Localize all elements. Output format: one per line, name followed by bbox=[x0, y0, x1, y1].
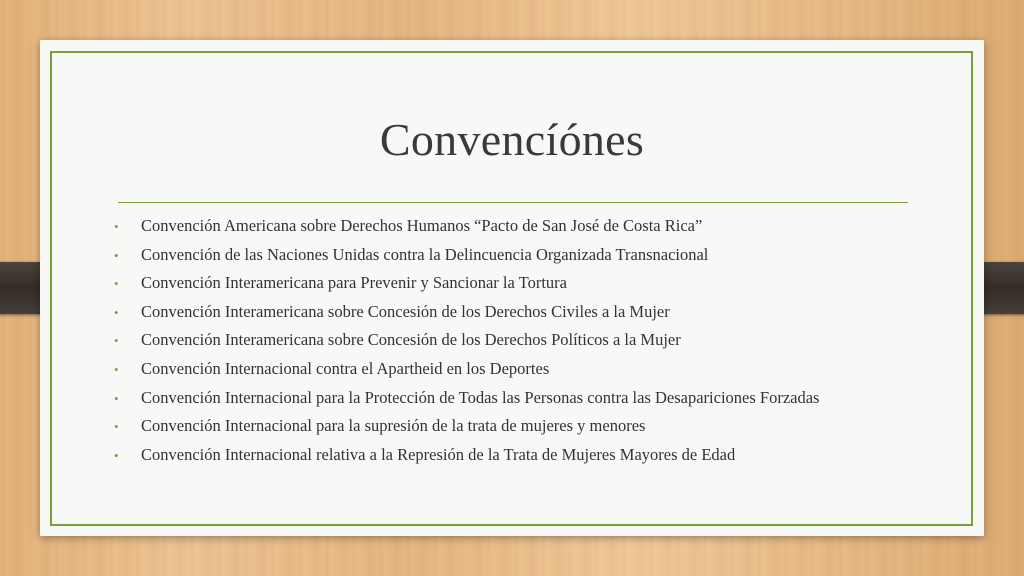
bullet-icon: • bbox=[114, 361, 119, 377]
list-item-text: Convención Internacional para la Protección de Todas las Personas contra las Desapariciones Forzadas bbox=[141, 387, 820, 407]
bullet-icon: • bbox=[114, 247, 119, 263]
slide-card bbox=[40, 40, 984, 536]
list-item-text: Convención Americana sobre Derechos Humanos “Pacto de San José de Costa Rica” bbox=[141, 216, 703, 235]
list-item-text: Convención Internacional relativa a la Represión de la Trata de Mujeres Mayores de Edad bbox=[141, 444, 736, 464]
bullet-icon: • bbox=[114, 447, 119, 463]
list-item bbox=[114, 298, 964, 327]
bullet-icon: • bbox=[114, 390, 119, 406]
slide-title: Convencíónes bbox=[379, 114, 645, 165]
list-item-text: Convención Interamericana sobre Concesión de los Derechos Políticos a la Mujer bbox=[141, 330, 681, 350]
list-item bbox=[114, 412, 964, 441]
bullet-icon: • bbox=[114, 219, 119, 234]
list-item bbox=[114, 241, 964, 270]
list-item-text: Convención Interamericana sobre Concesión de los Derechos Civiles a la Mujer bbox=[141, 301, 670, 321]
bullet-list bbox=[114, 212, 964, 469]
list-item bbox=[114, 326, 964, 355]
list-item bbox=[114, 441, 964, 470]
list-item-text: Convención Interamericana para Prevenir y Sancionar la Tortura bbox=[141, 273, 567, 293]
list-item-text: Convención Internacional para la supresión de la trata de mujeres y menores bbox=[141, 416, 646, 436]
list-item bbox=[114, 384, 964, 413]
list-item bbox=[114, 212, 964, 241]
bullet-icon: • bbox=[114, 276, 119, 292]
list-item-text: Convención de las Naciones Unidas contra la Delincuencia Organizada Transnacional bbox=[141, 244, 709, 264]
list-item bbox=[114, 355, 964, 384]
bullet-icon: • bbox=[114, 333, 119, 349]
bullet-icon: • bbox=[114, 419, 119, 435]
bullet-icon: • bbox=[114, 304, 119, 320]
list-item-text: Convención Internacional contra el Apartheid en los Deportes bbox=[141, 358, 550, 378]
list-item bbox=[114, 269, 964, 298]
title-divider bbox=[118, 202, 908, 203]
